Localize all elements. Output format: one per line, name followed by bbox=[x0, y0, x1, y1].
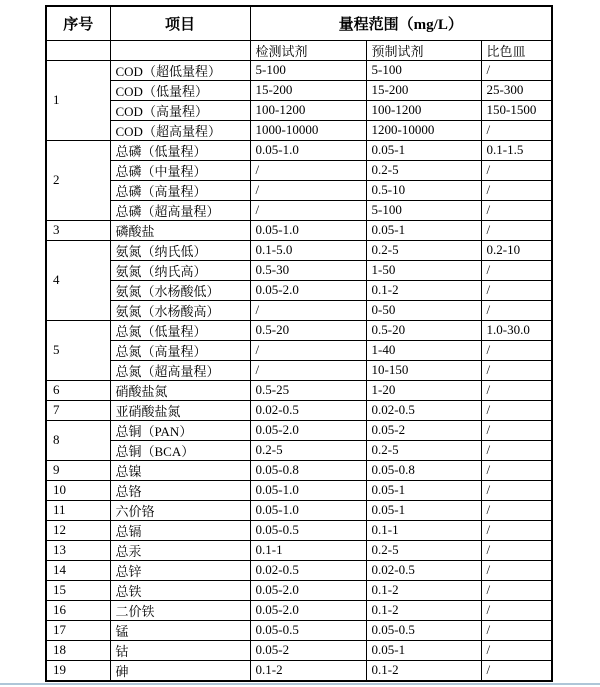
premade-reagent-cell: 0-50 bbox=[366, 300, 481, 320]
cuvette-cell: 0.1-1.5 bbox=[481, 140, 552, 160]
item-cell: 总镍 bbox=[110, 460, 250, 480]
premade-reagent-cell: 5-100 bbox=[366, 60, 481, 80]
item-cell: COD（高量程） bbox=[110, 100, 250, 120]
table-row bbox=[46, 60, 552, 80]
cuvette-cell: / bbox=[481, 160, 552, 180]
item-cell: 总汞 bbox=[110, 540, 250, 560]
table-row bbox=[46, 100, 552, 120]
table-row bbox=[46, 500, 552, 520]
item-cell: 亚硝酸盐氮 bbox=[110, 400, 250, 420]
premade-reagent-cell: 1200-10000 bbox=[366, 120, 481, 140]
premade-reagent-cell: 0.02-0.5 bbox=[366, 560, 481, 580]
premade-reagent-cell: 0.5-10 bbox=[366, 180, 481, 200]
detect-reagent-cell: 100-1200 bbox=[250, 100, 366, 120]
table-row bbox=[46, 600, 552, 620]
subheader-detect-reagent: 检测试剂 bbox=[250, 40, 366, 60]
table-row bbox=[46, 240, 552, 260]
table-row bbox=[46, 260, 552, 280]
item-cell: COD（超高量程） bbox=[110, 120, 250, 140]
detect-reagent-cell: 0.1-5.0 bbox=[250, 240, 366, 260]
serial-number-cell: 10 bbox=[46, 480, 110, 500]
detect-reagent-cell: 15-200 bbox=[250, 80, 366, 100]
cuvette-cell: / bbox=[481, 120, 552, 140]
detect-reagent-cell: 0.05-0.8 bbox=[250, 460, 366, 480]
cuvette-cell: / bbox=[481, 580, 552, 600]
item-cell: 氨氮（水杨酸低） bbox=[110, 280, 250, 300]
detect-reagent-cell: 0.05-1.0 bbox=[250, 220, 366, 240]
detect-reagent-cell: 0.05-2.0 bbox=[250, 420, 366, 440]
item-cell: 氨氮（纳氏高） bbox=[110, 260, 250, 280]
cuvette-cell: / bbox=[481, 520, 552, 540]
item-cell: 总铜（BCA） bbox=[110, 440, 250, 460]
table-row bbox=[46, 480, 552, 500]
table-row bbox=[46, 540, 552, 560]
premade-reagent-cell: 10-150 bbox=[366, 360, 481, 380]
detect-reagent-cell: 0.5-30 bbox=[250, 260, 366, 280]
table-row bbox=[46, 320, 552, 340]
serial-number-cell: 17 bbox=[46, 620, 110, 640]
item-cell: 总铁 bbox=[110, 580, 250, 600]
serial-number-cell: 5 bbox=[46, 320, 110, 380]
detect-reagent-cell: / bbox=[250, 200, 366, 220]
item-cell: COD（超低量程） bbox=[110, 60, 250, 80]
table-row bbox=[46, 80, 552, 100]
cuvette-cell: / bbox=[481, 600, 552, 620]
item-cell: 磷酸盐 bbox=[110, 220, 250, 240]
cuvette-cell: / bbox=[481, 220, 552, 240]
cuvette-cell: / bbox=[481, 60, 552, 80]
premade-reagent-cell: 0.05-0.8 bbox=[366, 460, 481, 480]
detect-reagent-cell: 0.2-5 bbox=[250, 440, 366, 460]
premade-reagent-cell: 0.05-1 bbox=[366, 140, 481, 160]
table-row bbox=[46, 300, 552, 320]
detect-reagent-cell: 0.05-2 bbox=[250, 640, 366, 660]
item-cell: 砷 bbox=[110, 660, 250, 681]
serial-number-cell: 2 bbox=[46, 140, 110, 220]
item-cell: 总铬 bbox=[110, 480, 250, 500]
detect-reagent-cell: 0.05-1.0 bbox=[250, 140, 366, 160]
table-body bbox=[46, 60, 552, 681]
premade-reagent-cell: 0.2-5 bbox=[366, 440, 481, 460]
detect-reagent-cell: 0.1-1 bbox=[250, 540, 366, 560]
table-row bbox=[46, 560, 552, 580]
subheader-cuvette: 比色皿 bbox=[481, 40, 552, 60]
header-range-mg-l: 量程范围（mg/L） bbox=[250, 6, 552, 40]
detect-reagent-cell: / bbox=[250, 160, 366, 180]
premade-reagent-cell: 1-50 bbox=[366, 260, 481, 280]
serial-number-cell: 15 bbox=[46, 580, 110, 600]
serial-number-cell: 16 bbox=[46, 600, 110, 620]
detect-reagent-cell: 0.02-0.5 bbox=[250, 560, 366, 580]
page-edge-line bbox=[0, 683, 600, 685]
table-row bbox=[46, 160, 552, 180]
serial-number-cell: 12 bbox=[46, 520, 110, 540]
item-cell: 总磷（高量程） bbox=[110, 180, 250, 200]
table-row bbox=[46, 180, 552, 200]
cuvette-cell: / bbox=[481, 280, 552, 300]
cuvette-cell: / bbox=[481, 400, 552, 420]
serial-number-cell: 18 bbox=[46, 640, 110, 660]
serial-number-cell: 8 bbox=[46, 420, 110, 460]
subheader-empty-item bbox=[110, 40, 250, 60]
item-cell: 总氮（高量程） bbox=[110, 340, 250, 360]
table-row bbox=[46, 460, 552, 480]
premade-reagent-cell: 0.2-5 bbox=[366, 160, 481, 180]
table-row bbox=[46, 400, 552, 420]
premade-reagent-cell: 0.1-2 bbox=[366, 280, 481, 300]
table-subheader-row bbox=[46, 40, 552, 60]
premade-reagent-cell: 0.1-2 bbox=[366, 580, 481, 600]
serial-number-cell: 11 bbox=[46, 500, 110, 520]
cuvette-cell: / bbox=[481, 300, 552, 320]
table-row bbox=[46, 380, 552, 400]
detect-reagent-cell: 0.1-2 bbox=[250, 660, 366, 681]
subheader-premade-reagent: 预制试剂 bbox=[366, 40, 481, 60]
item-cell: 总磷（中量程） bbox=[110, 160, 250, 180]
serial-number-cell: 14 bbox=[46, 560, 110, 580]
premade-reagent-cell: 1-20 bbox=[366, 380, 481, 400]
item-cell: COD（低量程） bbox=[110, 80, 250, 100]
cuvette-cell: 150-1500 bbox=[481, 100, 552, 120]
premade-reagent-cell: 0.1-2 bbox=[366, 600, 481, 620]
detect-reagent-cell: / bbox=[250, 360, 366, 380]
table-row bbox=[46, 440, 552, 460]
detect-reagent-cell: 0.05-2.0 bbox=[250, 580, 366, 600]
premade-reagent-cell: 0.2-5 bbox=[366, 540, 481, 560]
item-cell: 氨氮（水杨酸高） bbox=[110, 300, 250, 320]
detect-reagent-cell: 0.05-0.5 bbox=[250, 520, 366, 540]
serial-number-cell: 1 bbox=[46, 60, 110, 140]
cuvette-cell: / bbox=[481, 620, 552, 640]
premade-reagent-cell: 15-200 bbox=[366, 80, 481, 100]
item-cell: 氨氮（纳氏低） bbox=[110, 240, 250, 260]
cuvette-cell: / bbox=[481, 480, 552, 500]
cuvette-cell: / bbox=[481, 180, 552, 200]
item-cell: 总铜（PAN） bbox=[110, 420, 250, 440]
detect-reagent-cell: / bbox=[250, 180, 366, 200]
header-item: 项目 bbox=[110, 6, 250, 40]
serial-number-cell: 6 bbox=[46, 380, 110, 400]
premade-reagent-cell: 100-1200 bbox=[366, 100, 481, 120]
detect-reagent-cell: 0.05-2.0 bbox=[250, 280, 366, 300]
premade-reagent-cell: 0.1-2 bbox=[366, 660, 481, 681]
item-cell: 总氮（低量程） bbox=[110, 320, 250, 340]
item-cell: 总氮（超高量程） bbox=[110, 360, 250, 380]
premade-reagent-cell: 0.02-0.5 bbox=[366, 400, 481, 420]
cuvette-cell: 0.2-10 bbox=[481, 240, 552, 260]
table-row bbox=[46, 140, 552, 160]
cuvette-cell: / bbox=[481, 380, 552, 400]
cuvette-cell: / bbox=[481, 340, 552, 360]
table-row bbox=[46, 580, 552, 600]
item-cell: 六价铬 bbox=[110, 500, 250, 520]
table-row bbox=[46, 420, 552, 440]
item-cell: 总磷（超高量程） bbox=[110, 200, 250, 220]
item-cell: 锰 bbox=[110, 620, 250, 640]
cuvette-cell: 1.0-30.0 bbox=[481, 320, 552, 340]
detect-reagent-cell: 0.05-1.0 bbox=[250, 500, 366, 520]
serial-number-cell: 3 bbox=[46, 220, 110, 240]
table-header-row bbox=[46, 6, 552, 40]
table-row bbox=[46, 120, 552, 140]
serial-number-cell: 19 bbox=[46, 660, 110, 681]
premade-reagent-cell: 0.05-2 bbox=[366, 420, 481, 440]
item-cell: 总锌 bbox=[110, 560, 250, 580]
measurement-range-table bbox=[45, 5, 553, 682]
cuvette-cell: / bbox=[481, 560, 552, 580]
item-cell: 钴 bbox=[110, 640, 250, 660]
item-cell: 总磷（低量程） bbox=[110, 140, 250, 160]
item-cell: 二价铁 bbox=[110, 600, 250, 620]
premade-reagent-cell: 0.2-5 bbox=[366, 240, 481, 260]
serial-number-cell: 9 bbox=[46, 460, 110, 480]
table-row bbox=[46, 220, 552, 240]
premade-reagent-cell: 0.05-1 bbox=[366, 480, 481, 500]
cuvette-cell: / bbox=[481, 420, 552, 440]
table-row bbox=[46, 620, 552, 640]
cuvette-cell: / bbox=[481, 260, 552, 280]
item-cell: 总镉 bbox=[110, 520, 250, 540]
cuvette-cell: / bbox=[481, 440, 552, 460]
detect-reagent-cell: 5-100 bbox=[250, 60, 366, 80]
item-cell: 硝酸盐氮 bbox=[110, 380, 250, 400]
serial-number-cell: 7 bbox=[46, 400, 110, 420]
cuvette-cell: / bbox=[481, 640, 552, 660]
premade-reagent-cell: 0.05-1 bbox=[366, 500, 481, 520]
detect-reagent-cell: 1000-10000 bbox=[250, 120, 366, 140]
table-row bbox=[46, 520, 552, 540]
detect-reagent-cell: 0.5-25 bbox=[250, 380, 366, 400]
table-row bbox=[46, 640, 552, 660]
header-serial-number: 序号 bbox=[46, 6, 110, 40]
cuvette-cell: / bbox=[481, 540, 552, 560]
subheader-empty-serial bbox=[46, 40, 110, 60]
table-row bbox=[46, 340, 552, 360]
cuvette-cell: / bbox=[481, 460, 552, 480]
serial-number-cell: 13 bbox=[46, 540, 110, 560]
detect-reagent-cell: 0.05-2.0 bbox=[250, 600, 366, 620]
detect-reagent-cell: / bbox=[250, 340, 366, 360]
cuvette-cell: / bbox=[481, 500, 552, 520]
premade-reagent-cell: 0.05-0.5 bbox=[366, 620, 481, 640]
table-row bbox=[46, 360, 552, 380]
detect-reagent-cell: 0.05-1.0 bbox=[250, 480, 366, 500]
premade-reagent-cell: 0.5-20 bbox=[366, 320, 481, 340]
premade-reagent-cell: 0.05-1 bbox=[366, 220, 481, 240]
premade-reagent-cell: 1-40 bbox=[366, 340, 481, 360]
cuvette-cell: / bbox=[481, 660, 552, 681]
table-row bbox=[46, 660, 552, 681]
detect-reagent-cell: 0.5-20 bbox=[250, 320, 366, 340]
premade-reagent-cell: 0.05-1 bbox=[366, 640, 481, 660]
table-row bbox=[46, 280, 552, 300]
detect-reagent-cell: 0.02-0.5 bbox=[250, 400, 366, 420]
serial-number-cell: 4 bbox=[46, 240, 110, 320]
premade-reagent-cell: 5-100 bbox=[366, 200, 481, 220]
premade-reagent-cell: 0.1-1 bbox=[366, 520, 481, 540]
detect-reagent-cell: 0.05-0.5 bbox=[250, 620, 366, 640]
cuvette-cell: 25-300 bbox=[481, 80, 552, 100]
table-row bbox=[46, 200, 552, 220]
detect-reagent-cell: / bbox=[250, 300, 366, 320]
cuvette-cell: / bbox=[481, 360, 552, 380]
cuvette-cell: / bbox=[481, 200, 552, 220]
